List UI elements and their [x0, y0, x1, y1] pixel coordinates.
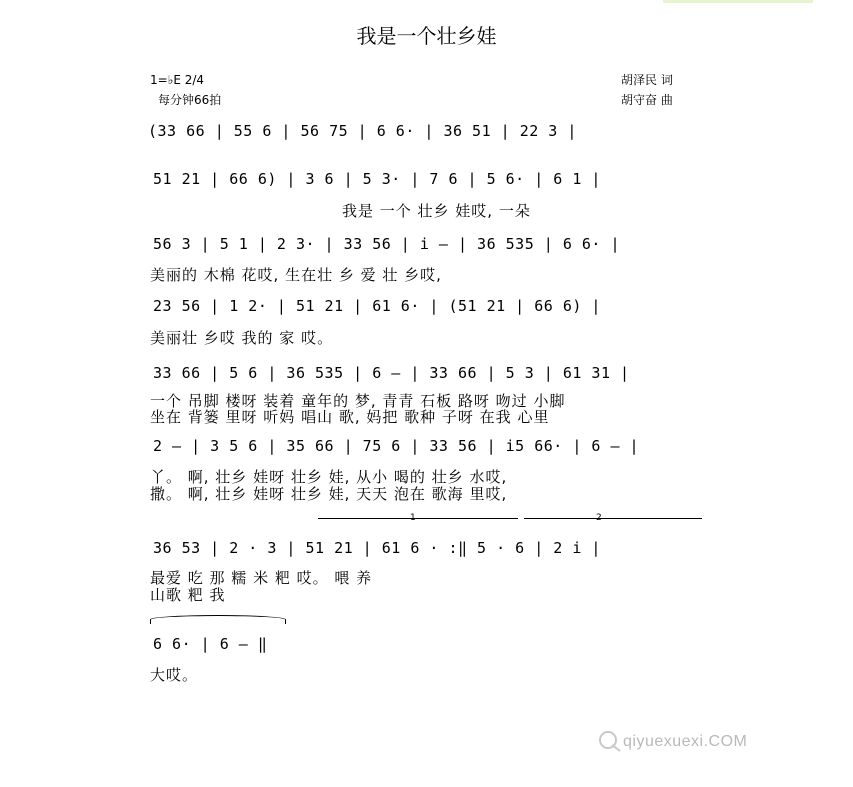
notation-line-6: 2 — | 3 5 6 | 35 66 | 75 6 | 33 56 | i5 66· | 6 — |: [153, 437, 640, 455]
second-ending-number: 2: [596, 513, 602, 523]
lyric-line-2: 我是 一个 壮乡 娃哎, 一朵: [342, 202, 531, 220]
lyric-line-8: 大哎。: [150, 666, 199, 684]
lyric-line-7b: 山歌 粑 我: [150, 586, 226, 604]
lyricist-credit: 胡泽民 词: [621, 73, 673, 87]
lyric-line-3: 美丽的 木棉 花哎, 生在壮 乡 爱 壮 乡哎,: [150, 266, 442, 284]
key-signature: 1=♭E 2/4: [150, 73, 205, 87]
first-ending-number: 1: [410, 513, 416, 523]
lyric-line-5b: 坐在 背篓 里呀 听妈 唱山 歌, 妈把 歌种 子呀 在我 心里: [150, 408, 550, 426]
lyric-line-6a: 丫。 啊, 壮乡 娃呀 壮乡 娃, 从小 喝的 壮乡 水哎,: [150, 468, 508, 486]
lyric-line-7a: 最爱 吃 那 糯 米 粑 哎。 喂 养: [150, 569, 373, 587]
tie-arc: [150, 615, 286, 624]
notation-line-2: 51 21 | 66 6) | 3 6 | 5 3· | 7 6 | 5 6· | 6 1 |: [153, 170, 601, 188]
notation-line-7: 36 53 | 2 · 3 | 51 21 | 61 6 · :‖ 5 · 6 | 2 i |: [153, 539, 601, 557]
first-ending-bracket: [318, 518, 518, 519]
lyric-line-6b: 撒。 啊, 壮乡 娃呀 壮乡 娃, 天天 泡在 歌海 里哎,: [150, 485, 508, 503]
second-ending-bracket: [524, 518, 702, 519]
song-title: 我是一个壮乡娃: [356, 24, 497, 48]
notation-line-1: (33 66 | 55 6 | 56 75 | 6 6· | 36 51 | 22 3 |: [148, 122, 577, 140]
notation-line-3: 56 3 | 5 1 | 2 3· | 33 56 | i — | 36 535 | 6 6· |: [153, 235, 621, 253]
lyric-line-5a: 一个 吊脚 楼呀 装着 童年的 梦, 青青 石板 路呀 吻过 小脚: [150, 392, 566, 410]
notation-line-5: 33 66 | 5 6 | 36 535 | 6 — | 33 66 | 5 3 | 61 31 |: [153, 364, 630, 382]
notation-line-8: 6 6· | 6 — ‖: [153, 635, 268, 653]
site-logo-icon: [598, 727, 624, 753]
composer-credit: 胡守奋 曲: [621, 93, 673, 107]
site-watermark: qiyuexuexi.COM: [623, 733, 748, 750]
lyric-line-4: 美丽壮 乡哎 我的 家 哎。: [150, 329, 334, 347]
notation-line-4: 23 56 | 1 2· | 51 21 | 61 6· | (51 21 | 66 6) |: [153, 297, 601, 315]
top-decoration-bar: [663, 0, 813, 3]
tempo-marking: 每分钟66拍: [158, 93, 222, 107]
